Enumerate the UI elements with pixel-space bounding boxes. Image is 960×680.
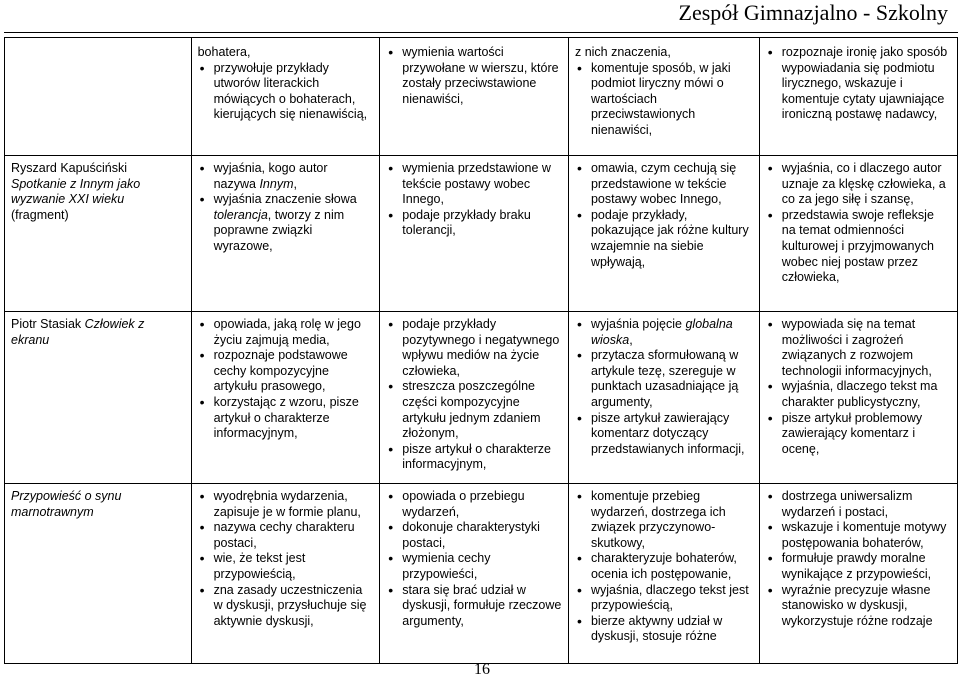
header-rule [4,32,958,33]
requirement-item: • pisze artykuł o charakterze informacyjnym, [402,442,562,473]
work-title: Spotkanie z Innym jako wyzwanie XXI wieku [11,176,141,207]
requirement-item: • rozpoznaje ironię jako sposób wypowiadania się podmiotu lirycznego, wskazuje i komentuje cytaty ujawniające ironiczną postawę nadawcy, [782,45,951,123]
requirement-item: • wymienia przedstawione w tekście postawy wobec Innego, [402,161,562,208]
requirement-item: • podaje przykłady, pokazujące jak różne kultury wzajemnie na siebie wpływają, [591,208,753,270]
requirement-list [386,45,562,107]
requirement-item: • zna zasady uczestniczenia w dyskusji, przysłuchuje się aktywnie dyskusji, [214,583,374,630]
requirement-list [386,317,562,473]
requirement-list [386,161,562,239]
requirement-list [575,61,753,139]
requirement-item: • formułuje prawdy moralne wynikające z przypowieści, [782,551,951,582]
requirement-list [575,489,753,645]
requirement-cell [380,38,569,156]
requirement-list [575,317,753,457]
requirement-item: • pisze artykuł zawierający komentarz dotyczący przedstawianych informacji, [591,411,753,458]
work-title: Przypowieść o synu marnotrawnym [11,489,122,519]
requirement-list [198,61,374,123]
requirement-cell [568,156,759,312]
requirement-item: • wie, że tekst jest przypowieścią, [214,551,374,582]
table-row [5,156,958,312]
requirement-item: • podaje przykłady pozytywnego i negatywnego wpływu mediów na życie człowieka, [402,317,562,379]
requirement-item: • stara się brać udział w dyskusji, formułuje rzeczowe argumenty, [402,583,562,630]
requirement-cell [568,484,759,664]
page-number: 16 [474,661,490,678]
requirement-item: • charakteryzuje bohaterów, ocenia ich postępowanie, [591,551,753,582]
requirement-cell [568,312,759,484]
cell-lead-text: z nich znaczenia, [574,45,671,59]
requirement-item: • wyjaśnia, dlaczego tekst jest przypowieścią, [591,583,753,614]
requirement-cell [191,38,380,156]
requirement-item: • wyraźnie precyzuje własne stanowisko w dyskusji, wykorzystuje różne rodzaje [782,583,951,630]
requirement-item: • komentuje sposób, w jaki podmiot liryczny mówi o wartościach przeciwstawionych nienawiści, [591,61,753,139]
page-header-title: Zespół Gimnazjalno - Szkolny [678,0,948,25]
requirement-item: • rozpoznaje podstawowe cechy kompozycyjne artykułu prasowego, [214,348,374,395]
requirement-item: • omawia, czym cechują się przedstawione w tekście postawy wobec Innego, [591,161,753,208]
requirement-item: • streszcza poszczególne części kompozycyjne artykułu jednym zdaniem złożonym, [402,379,562,441]
cell-lead-text: bohatera, [197,45,251,59]
requirement-item: • przywołuje przykłady utworów literackich mówiących o bohaterach, kierujących się nienawiścią, [214,61,374,123]
requirement-list [575,161,753,270]
requirement-list [766,45,951,123]
requirement-cell [759,312,957,484]
requirement-list [198,489,374,629]
requirement-item: • przytacza sformułowaną w artykule tezę, szereguje w punktach uzasadniające ją argumenty, [591,348,753,410]
requirement-item: • wymienia cechy przypowieści, [402,551,562,582]
requirement-cell [191,312,380,484]
requirement-item: • podaje przykłady braku tolerancji, [402,208,562,239]
work-note: (fragment) [11,207,69,222]
requirement-list [766,161,951,286]
requirement-item: • opowiada o przebiegu wydarzeń, [402,489,562,520]
requirement-item: • wyjaśnia znaczenie słowa tolerancja, tworzy z nim poprawne związki wyrazowe, [214,192,374,254]
requirement-list [766,317,951,457]
requirement-item: • bierze aktywny udział w dyskusji, stosuje różne [591,614,753,645]
requirement-cell [568,38,759,156]
requirement-cell [380,484,569,664]
requirement-item: • wyjaśnia, co i dlaczego autor uznaje za klęskę człowieka, a co za jego siłę i szansę, [782,161,951,208]
requirement-item: • nazywa cechy charakteru postaci, [214,520,374,551]
requirement-list [386,489,562,629]
work-title: Człowiek z ekranu [11,317,145,347]
requirement-list [198,161,374,255]
work-author: Ryszard Kapuściński [11,161,128,175]
requirement-item: • przedstawia swoje refleksje na temat odmienności kulturowej i przyjmowanych wobec niej postaw przez człowieka, [782,208,951,286]
requirement-item: • korzystając z wzoru, pisze artykuł o charakterze informacyjnym, [214,395,374,442]
table-row [5,38,958,156]
requirement-item: • dostrzega uniwersalizm wydarzeń i postaci, [782,489,951,520]
requirement-cell [380,312,569,484]
requirement-item: • wyjaśnia pojęcie globalna wioska, [591,317,753,348]
work-cell [5,156,192,312]
requirement-item: • wymienia wartości przywołane w wierszu, które zostały przeciwstawione nienawiści, [402,45,562,107]
requirement-list [198,317,374,442]
requirement-item: • wskazuje i komentuje motywy postępowania bohaterów, [782,520,951,551]
requirement-item: • wyjaśnia, kogo autor nazywa Innym, [214,161,374,192]
requirement-cell [759,38,957,156]
requirement-item: • komentuje przebieg wydarzeń, dostrzega ich związek przyczynowo-skutkowy, [591,489,753,551]
requirement-item: • wyjaśnia, dlaczego tekst ma charakter publicystyczny, [782,379,951,410]
requirement-item: • wypowiada się na temat możliwości i zagrożeń związanych z rozwojem technologii informacyjnych, [782,317,951,379]
requirement-cell [759,484,957,664]
table-row [5,312,958,484]
work-cell [5,38,192,156]
requirement-list [766,489,951,629]
requirement-item: • wyodrębnia wydarzenia, zapisuje je w formie planu, [214,489,374,520]
work-cell [5,484,192,664]
work-cell [5,312,192,484]
curriculum-table [4,37,958,664]
requirement-cell [191,156,380,312]
requirement-cell [191,484,380,664]
requirement-cell [759,156,957,312]
requirement-item: • pisze artykuł problemowy zawierający komentarz i ocenę, [782,411,951,458]
table-row [5,484,958,664]
requirement-item: • opowiada, jaką rolę w jego życiu zajmują media, [214,317,374,348]
requirement-cell [380,156,569,312]
work-author: Piotr Stasiak [11,317,82,331]
requirement-item: • dokonuje charakterystyki postaci, [402,520,562,551]
